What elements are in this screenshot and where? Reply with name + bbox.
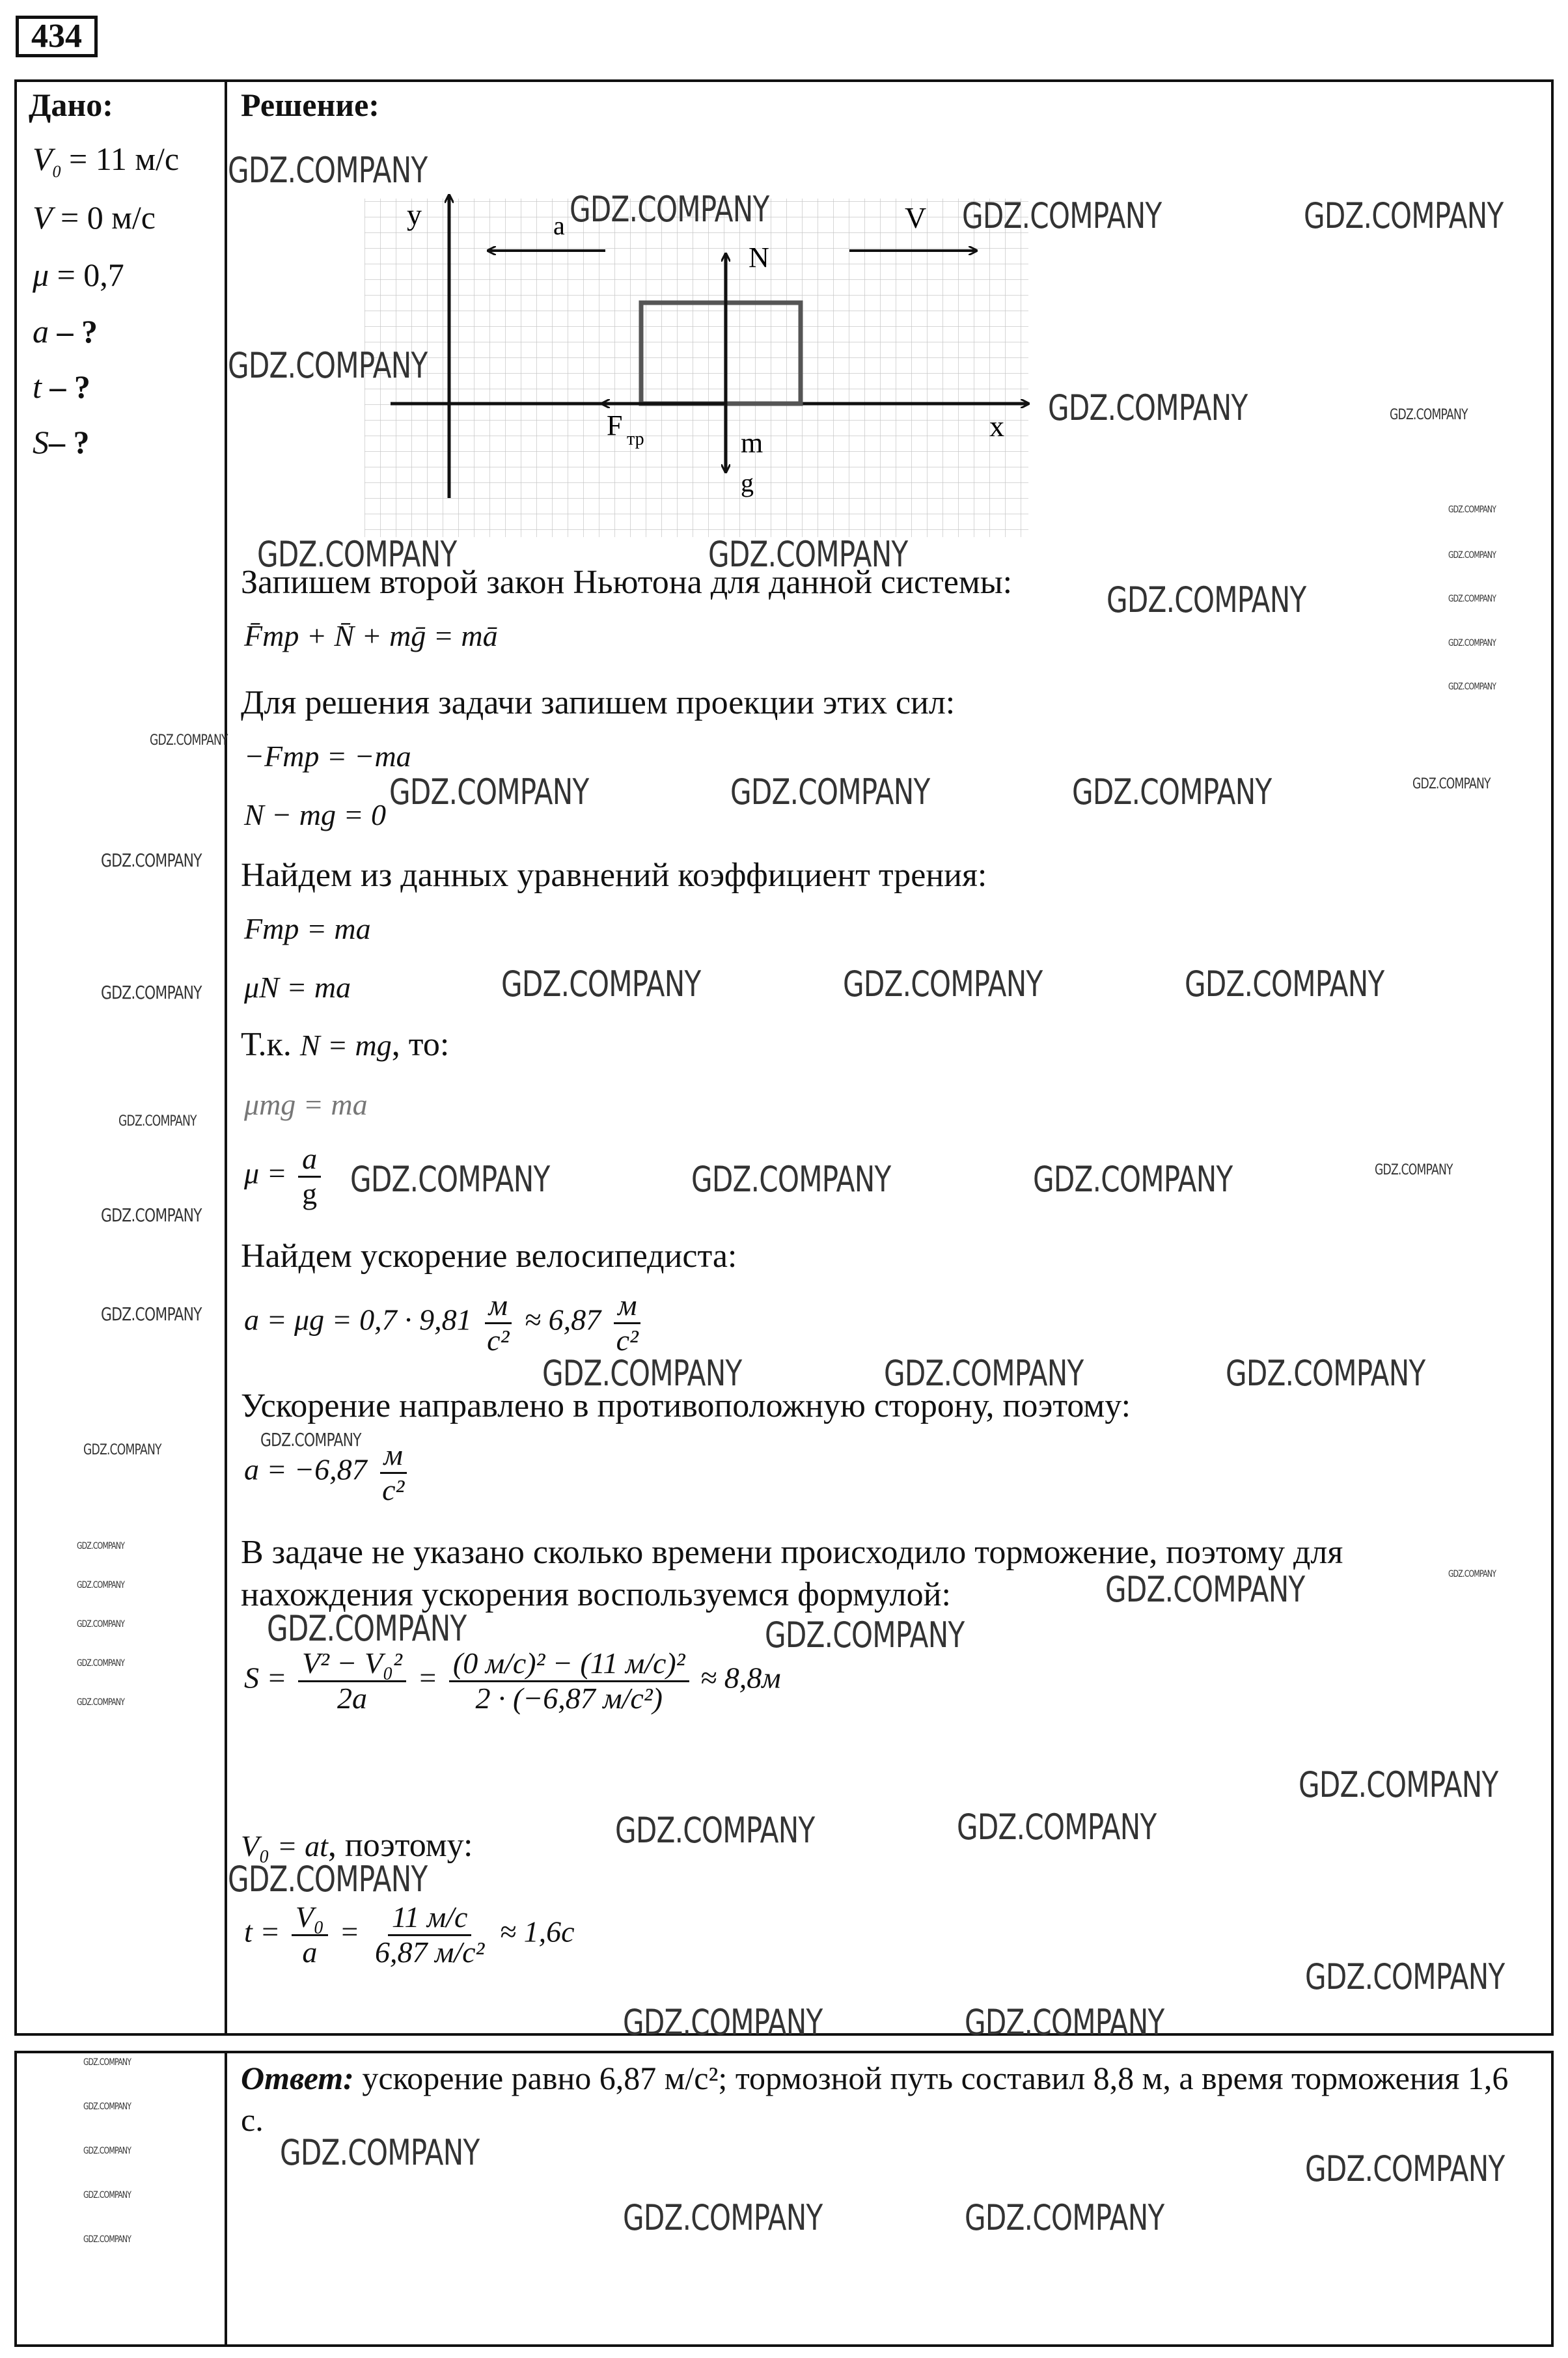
watermark: GDZ.COMPANY: [77, 1619, 125, 1630]
watermark: GDZ.COMPANY: [260, 1429, 361, 1450]
answer-column-divider: [225, 2051, 227, 2347]
watermark: GDZ.COMPANY: [77, 1697, 125, 1708]
watermark: GDZ.COMPANY: [1072, 771, 1272, 812]
watermark: GDZ.COMPANY: [730, 771, 930, 812]
watermark: GDZ.COMPANY: [1448, 550, 1496, 561]
step-friction-coef: Найдем из данных уравнений коэффициент трения:: [241, 857, 987, 894]
watermark: GDZ.COMPANY: [83, 2146, 131, 2156]
watermark: GDZ.COMPANY: [77, 1541, 125, 1551]
label-m: m: [741, 427, 763, 459]
given-header: Дано:: [29, 87, 113, 123]
watermark: GDZ.COMPANY: [884, 1353, 1084, 1394]
watermark: GDZ.COMPANY: [1107, 579, 1306, 620]
watermark: GDZ.COMPANY: [1448, 682, 1496, 692]
watermark: GDZ.COMPANY: [542, 1353, 742, 1394]
watermark: GDZ.COMPANY: [101, 850, 202, 871]
watermark: GDZ.COMPANY: [83, 1442, 161, 1458]
watermark: GDZ.COMPANY: [623, 2197, 823, 2238]
step-no-time-2: нахождения ускорения воспользуемся формулой:: [241, 1576, 951, 1613]
watermark: GDZ.COMPANY: [1305, 2148, 1505, 2189]
watermark: GDZ.COMPANY: [843, 964, 1043, 1005]
watermark: GDZ.COMPANY: [150, 732, 228, 749]
watermark: GDZ.COMPANY: [1304, 195, 1504, 236]
watermark: GDZ.COMPANY: [101, 982, 202, 1003]
step-since: Т.к. N = mg, то:: [241, 1026, 450, 1063]
label-y: y: [407, 198, 422, 231]
watermark: GDZ.COMPANY: [101, 1303, 202, 1325]
step-acceleration: Найдем ускорение велосипедиста:: [241, 1238, 737, 1275]
watermark: GDZ.COMPANY: [1299, 1764, 1498, 1805]
watermark: GDZ.COMPANY: [570, 189, 769, 230]
watermark: GDZ.COMPANY: [389, 771, 589, 812]
watermark: GDZ.COMPANY: [267, 1608, 467, 1649]
eq-friction: Fтр = ma: [244, 912, 371, 945]
watermark: GDZ.COMPANY: [1448, 505, 1496, 515]
eq-mumg: μmg = ma: [244, 1088, 368, 1121]
watermark: GDZ.COMPANY: [77, 1580, 125, 1590]
label-f: F: [607, 409, 623, 441]
problem-number: 434: [16, 16, 98, 57]
given-a: a – ?: [33, 313, 98, 350]
eq-mu-n: μN = ma: [244, 971, 351, 1004]
label-f-sub: тр: [627, 429, 644, 449]
eq-mu-ratio: μ = $\frac{a}{g}$: [244, 1143, 325, 1210]
given-mu: μ = 0,7: [33, 257, 124, 293]
watermark: GDZ.COMPANY: [1412, 776, 1491, 792]
watermark: GDZ.COMPANY: [1105, 1569, 1305, 1610]
watermark: GDZ.COMPANY: [623, 2002, 823, 2043]
step-newton: Запишем второй закон Ньютона для данной системы:: [241, 564, 1013, 601]
watermark: GDZ.COMPANY: [1185, 964, 1384, 1005]
column-divider: [225, 79, 227, 2036]
watermark: GDZ.COMPANY: [101, 1204, 202, 1226]
watermark: GDZ.COMPANY: [1033, 1159, 1233, 1200]
answer-label: Ответ:: [241, 2060, 354, 2096]
label-v: V: [905, 201, 927, 234]
watermark: GDZ.COMPANY: [965, 2197, 1164, 2238]
eq-acceleration-negative: a = −6,87 $\frac{м}{\text{c²}}$: [244, 1439, 412, 1506]
watermark: GDZ.COMPANY: [765, 1615, 965, 1656]
step-v0-at: V₀ = at, поэтому:: [241, 1827, 473, 1864]
watermark: GDZ.COMPANY: [1375, 1162, 1453, 1178]
step-opposite: Ускорение направлено в противоположную сторону, поэтому:: [241, 1387, 1131, 1424]
watermark: GDZ.COMPANY: [1048, 387, 1248, 428]
watermark: GDZ.COMPANY: [965, 2002, 1164, 2043]
watermark: GDZ.COMPANY: [1448, 638, 1496, 648]
watermark: GDZ.COMPANY: [257, 534, 457, 575]
given-t: t – ?: [33, 368, 90, 405]
watermark: GDZ.COMPANY: [280, 2132, 480, 2173]
watermark: GDZ.COMPANY: [1448, 1569, 1496, 1579]
label-a: a: [553, 211, 565, 240]
watermark: GDZ.COMPANY: [83, 2101, 131, 2112]
watermark: GDZ.COMPANY: [118, 1113, 197, 1130]
watermark: GDZ.COMPANY: [83, 2190, 131, 2200]
watermark: GDZ.COMPANY: [228, 345, 428, 386]
watermark: GDZ.COMPANY: [228, 1859, 428, 1900]
watermark: GDZ.COMPANY: [708, 534, 908, 575]
eq-acceleration: a = μg = 0,7 · 9,81 $\frac{м}{\text{c²}}$ ≈ 6,87 $\frac{м}{\text{c²}}$: [244, 1289, 646, 1357]
given-v: V = 0 м/с: [33, 199, 156, 236]
given-v0: $V_0 = 11$ м/с: [33, 141, 180, 181]
eq-projection-y: N − mg = 0: [244, 798, 386, 831]
label-x: x: [989, 409, 1004, 443]
eq-time: t = $\frac{\text{V₀}}{a}$ = $\frac{11 м/c}{\text{6,87 м/c²}}$ ≈ 1,6c: [244, 1900, 575, 1969]
step-no-time-1: В задаче не указано сколько времени происходило торможение, поэтому для: [241, 1534, 1343, 1571]
watermark: GDZ.COMPANY: [962, 195, 1162, 236]
watermark: GDZ.COMPANY: [1390, 407, 1468, 423]
eq-distance: S = $\frac{\text{V² − V₀²}}{2a}$ = $\frac{\text{(0 м/c)² − (11 м/c)²}}{\text{2 · (−6,87 м/c²)}}$ ≈ 8,8м: [244, 1646, 781, 1715]
watermark: GDZ.COMPANY: [1305, 1956, 1505, 1997]
watermark: GDZ.COMPANY: [1448, 594, 1496, 604]
answer-text: Ответ: ускорение равно 6,87 м/с²; тормозной путь составил 8,8 м, а время торможения 1,6 с.: [241, 2060, 1509, 2138]
solution-header: Решение:: [241, 87, 379, 123]
eq-newton: F̄тр + N̄ + mḡ = mā: [244, 619, 498, 652]
watermark: GDZ.COMPANY: [615, 1810, 815, 1851]
watermark: GDZ.COMPANY: [83, 2234, 131, 2245]
watermark: GDZ.COMPANY: [1226, 1353, 1425, 1394]
watermark: GDZ.COMPANY: [501, 964, 701, 1005]
watermark: GDZ.COMPANY: [228, 150, 428, 191]
watermark: GDZ.COMPANY: [350, 1159, 550, 1200]
force-diagram: [364, 186, 1032, 540]
label-g: g: [741, 468, 754, 497]
step-projections: Для решения задачи запишем проекции этих сил:: [241, 684, 956, 721]
watermark: GDZ.COMPANY: [77, 1658, 125, 1669]
given-s: S– ?: [33, 424, 90, 460]
watermark: GDZ.COMPANY: [957, 1807, 1157, 1848]
label-n: N: [749, 242, 769, 273]
eq-projection-x: −Fтр = −ma: [244, 740, 411, 773]
watermark: GDZ.COMPANY: [83, 2057, 131, 2068]
watermark: GDZ.COMPANY: [691, 1159, 891, 1200]
